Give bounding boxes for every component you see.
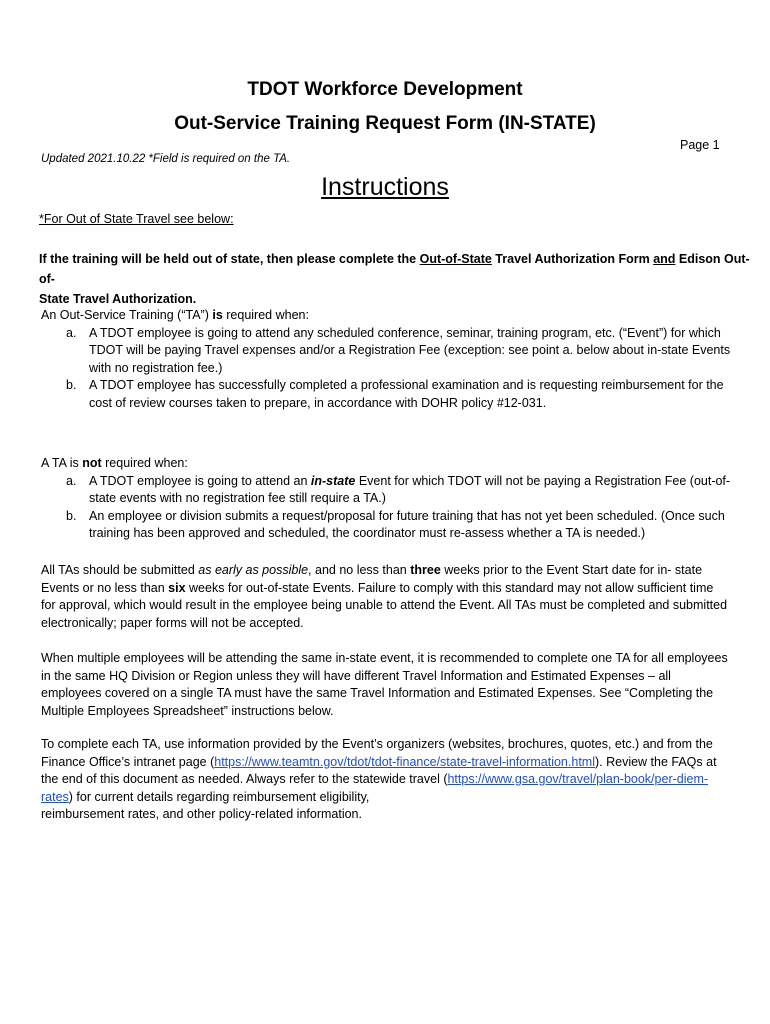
out-of-state-note: *For Out of State Travel see below: (39, 212, 234, 226)
complete-ta-paragraph: To complete each TA, use information provided by the Event’s organizers (websites, brochures, quotes, etc.) and from the Finance Office’s intranet page (https://www.teamtn.gov/tdot/tdot-finance/state-travel-information.html). Review the FAQs at the end of this document as needed. Always refer to the statewide travel (https://www.gsa.gov/travel/plan-book/per-diem-rates) for current details regarding reimbursement eligibility, reimbursement rates, and other policy-related information. (41, 737, 717, 821)
ta-not-required-intro: A TA is not required when: (41, 456, 188, 470)
list-item: a. A TDOT employee is going to attend any scheduled conference, seminar, training program, etc. (“Event”) for which TDOT will be paying Travel expenses and/or a Registration Fee (exception: see point a. below about in-state Events with no registration fee.) (66, 325, 731, 375)
updated-note: Updated 2021.10.22 *Field is required on the TA. (41, 153, 291, 165)
ta-not-required-section (41, 455, 731, 543)
out-of-state-instruction: If the training will be held out of state, then please complete the Out-of-State Travel Authorization Form and Edison Out-of- State Travel Authorization. (39, 252, 750, 306)
submission-timing-paragraph: All TAs should be submitted as early as possible, and no less than three weeks prior to the Event Start date for in- state Events or no less than six weeks for out-of-state Events. Failure to comply with this standard may not allow sufficient time for approval, which would result in the employee being unable to attend the Event. All TAs must be completed and submitted electronically; paper forms will not be accepted. (41, 563, 728, 630)
form-title-line1: TDOT Workforce Development (247, 79, 523, 100)
out-of-state-form-ref: Out-of-State (419, 252, 492, 266)
ta-required-section (41, 307, 731, 412)
instructions-heading: Instructions (321, 173, 449, 201)
form-title-line2: Out-Service Training Request Form (IN-STATE) (174, 113, 596, 134)
finance-intranet-link[interactable]: https://www.teamtn.gov/tdot/tdot-finance/state-travel-information.html (214, 754, 595, 769)
list-item: b. An employee or division submits a request/proposal for future training that has not yet been scheduled. (Once such training has been approved and scheduled, the coordinator must re-assess whether a TA is needed.) (66, 508, 725, 540)
list-item: b. A TDOT employee has successfully completed a professional examination and is requesting reimbursement for the cost of review courses taken to prepare, in accordance with DOHR policy #12-031. (66, 378, 724, 410)
page-number: Page 1 (680, 138, 720, 152)
ta-required-intro: An Out-Service Training (“TA”) is required when: (41, 308, 309, 322)
multiple-employees-paragraph: When multiple employees will be attending the same in-state event, it is recommended to complete one TA for all employees in the same HQ Division or Region unless they will have different Travel Information and Estimated Expenses – all employees covered on a single TA must have the same Travel Information and Estimated Expenses. See “Completing the Multiple Employees Spreadsheet” instructions below. (41, 651, 728, 718)
list-item: a. A TDOT employee is going to attend an in-state Event for which TDOT will not be paying a Registration Fee (out-of-state events with no registration fee still require a TA.) (66, 473, 731, 505)
per-diem-rates-link[interactable]: https://www.gsa.gov/travel/plan-book/per-diem-rates (41, 772, 709, 804)
